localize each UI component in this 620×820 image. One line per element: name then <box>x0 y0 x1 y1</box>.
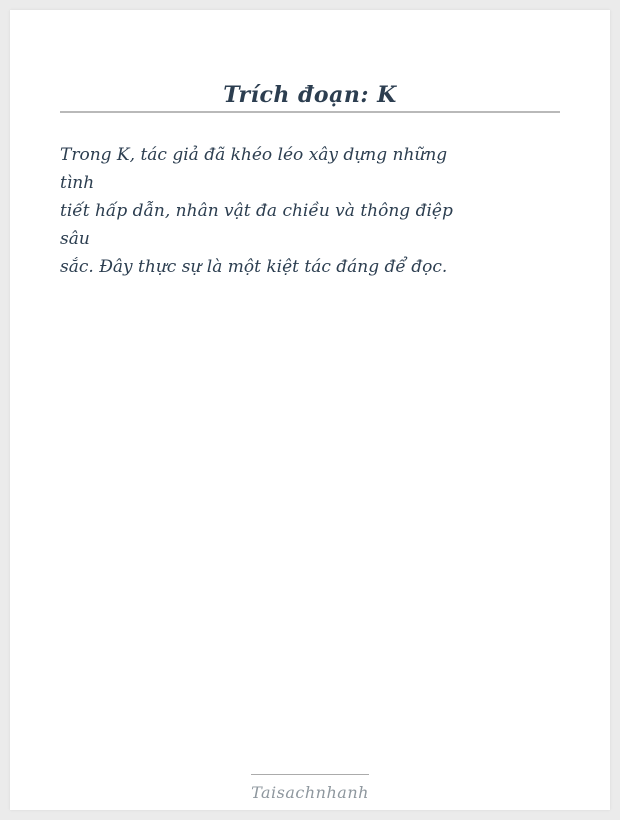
excerpt-line: tình <box>60 173 95 193</box>
document-page <box>10 10 610 810</box>
excerpt-paragraph <box>60 141 453 281</box>
footer-signature: Taisachnhanh <box>251 783 369 802</box>
excerpt-line: Trong K, tác giả đã khéo léo xây dựng những <box>60 145 448 165</box>
excerpt-line: sâu <box>60 229 90 249</box>
page-footer <box>10 774 610 802</box>
footer-divider <box>251 774 369 775</box>
excerpt-line: sắc. Đây thực sự là một kiệt tác đáng để đọc. <box>60 257 448 277</box>
title-divider <box>60 111 560 113</box>
page-title: Trích đoạn: K <box>223 82 397 108</box>
excerpt-line: tiết hấp dẫn, nhân vật đa chiều và thông điệp <box>60 201 453 221</box>
